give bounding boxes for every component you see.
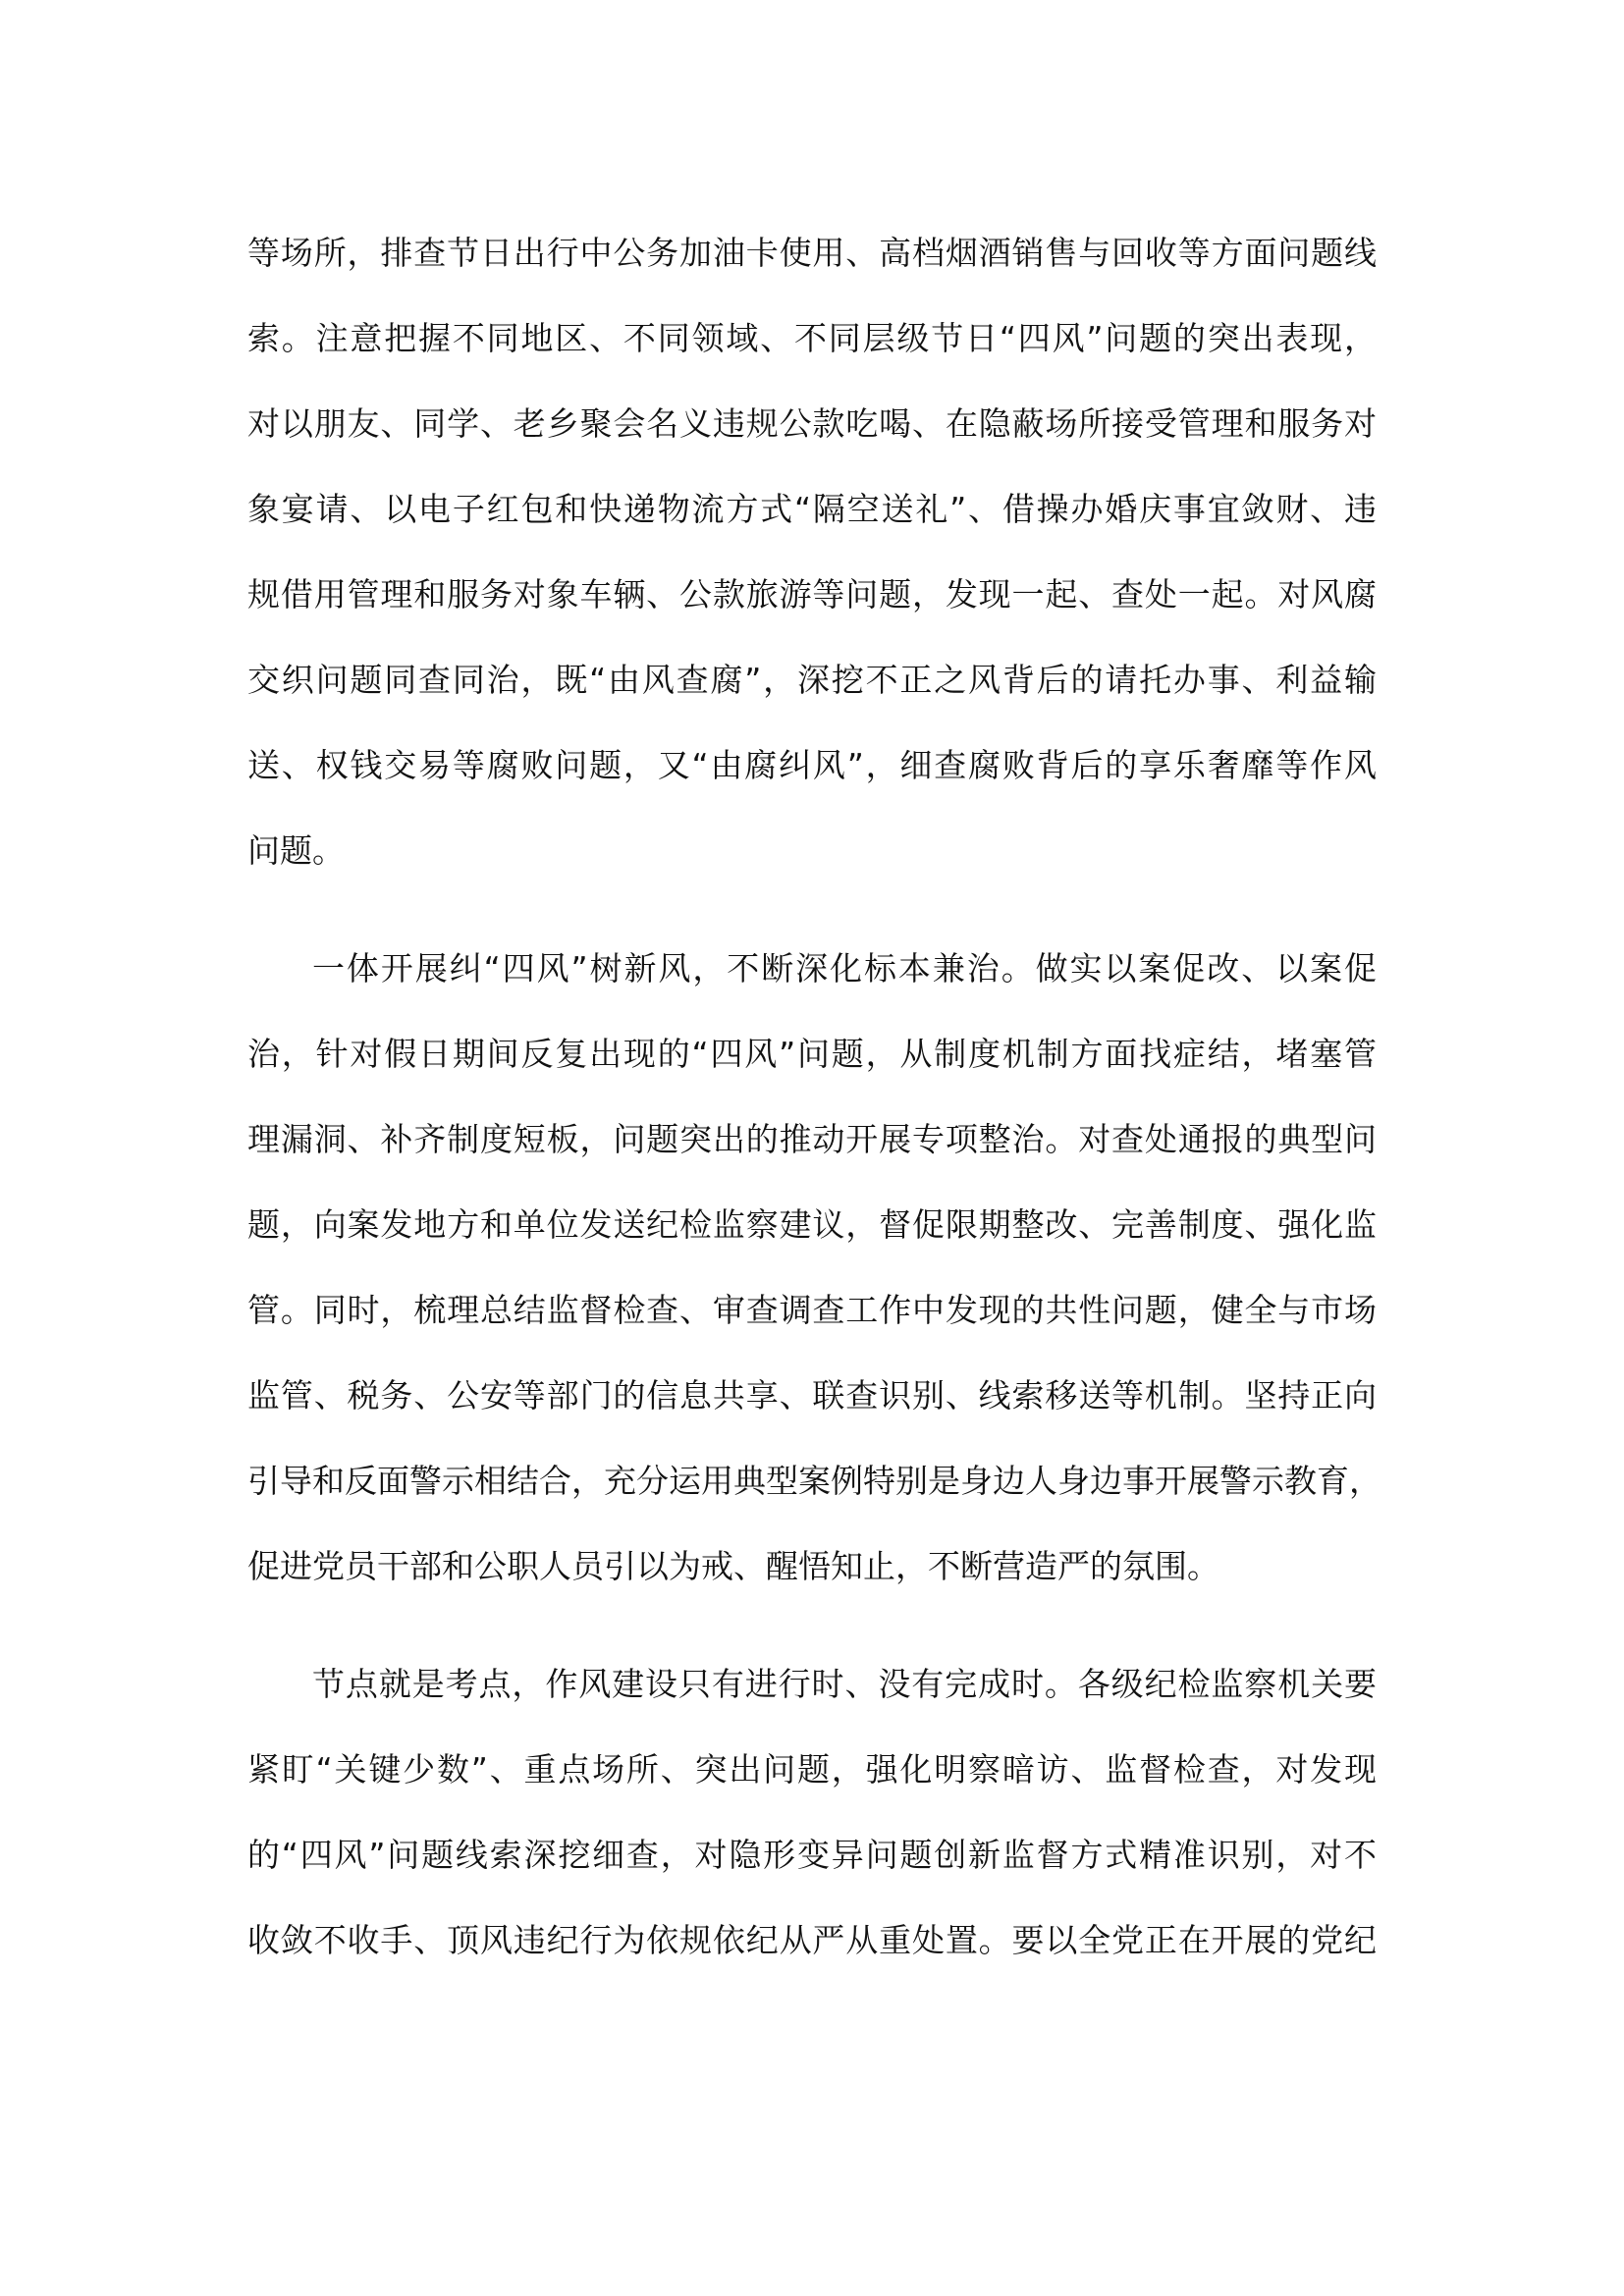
text-line: 一体开展纠“四风”树新风，不断深化标本兼治。做实以案促改、以案促 (312, 949, 1377, 988)
text-line: 送、权钱交易等腐败问题，又“由腐纠风”，细查腐败背后的享乐奢靡等作风 (247, 746, 1377, 784)
text-line: 规借用管理和服务对象车辆、公款旅游等问题，发现一起、查处一起。对风腐 (247, 575, 1377, 614)
text-line: 节点就是考点，作风建设只有进行时、没有完成时。各级纪检监察机关要 (312, 1665, 1377, 1703)
text-line: 监管、税务、公安等部门的信息共享、联查识别、线索移送等机制。坚持正向 (247, 1376, 1377, 1415)
text-line: 治，针对假日期间反复出现的“四风”问题，从制度机制方面找症结，堵塞管 (247, 1035, 1377, 1073)
text-line: 管。同时，梳理总结监督检查、审查调查工作中发现的共性问题，健全与市场 (247, 1291, 1377, 1329)
text-line: 索。注意把握不同地区、不同领域、不同层级节日“四风”问题的突出表现， (247, 319, 1377, 357)
text-line: 象宴请、以电子红包和快递物流方式“隔空送礼”、借操办婚庆事宜敛财、违 (247, 490, 1377, 528)
text-line: 对以朋友、同学、老乡聚会名义违规公款吃喝、在隐蔽场所接受管理和服务对 (247, 404, 1377, 443)
text-line: 题，向案发地方和单位发送纪检监察建议，督促限期整改、完善制度、强化监 (247, 1205, 1377, 1244)
text-line: 引导和反面警示相结合，充分运用典型案例特别是身边人身边事开展警示教育， (247, 1462, 1381, 1500)
text-line: 交织问题同查同治，既“由风查腐”，深挖不正之风背后的请托办事、利益输 (247, 661, 1377, 699)
text-line: 问题。 (247, 831, 345, 870)
text-line: 促进党员干部和公职人员引以为戒、醒悟知止，不断营造严的氛围。 (247, 1547, 1219, 1585)
text-line: 的“四风”问题线索深挖细查，对隐形变异问题创新监督方式精准识别，对不 (247, 1836, 1377, 1874)
text-line: 收敛不收手、顶风违纪行为依规依纪从严从重处置。要以全党正在开展的党纪 (247, 1921, 1377, 1959)
text-line: 等场所，排查节日出行中公务加油卡使用、高档烟酒销售与回收等方面问题线 (247, 234, 1377, 272)
text-line: 紧盯“关键少数”、重点场所、突出问题，强化明察暗访、监督检查，对发现 (247, 1750, 1377, 1789)
text-line: 理漏洞、补齐制度短板，问题突出的推动开展专项整治。对查处通报的典型问 (247, 1120, 1377, 1158)
